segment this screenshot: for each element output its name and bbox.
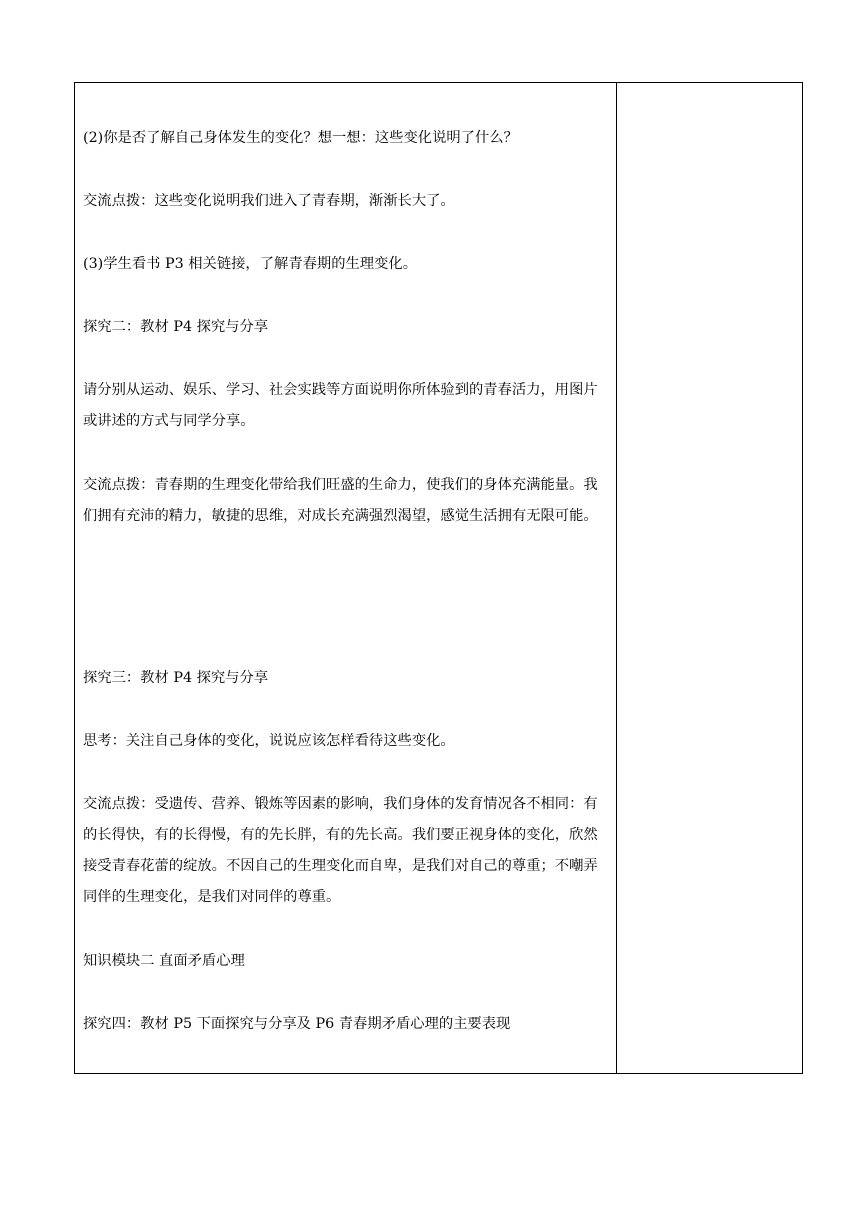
- question-3: (3)学生看书 P3 相关链接，了解青春期的生理变化。: [83, 256, 417, 272]
- explore-4-title: 探究四：教材 P5 下面探究与分享及 P6 青春期矛盾心理的主要表现: [83, 1016, 511, 1032]
- explore-3-title: 探究三：教材 P4 探究与分享: [83, 670, 269, 686]
- notes-cell: [617, 83, 802, 1073]
- explore-3-task: 思考：关注自己身体的变化，说说应该怎样看待这些变化。: [83, 733, 455, 749]
- explore-3-answer: 交流点拨：受遗传、营养、锻炼等因素的影响，我们身体的发育情况各不相同：有的长得快，有的长得慢，有的先长胖，有的先长高。我们要正视身体的变化，欣然接受青春花蕾的绽放。不因自己的生理变化而自卑，是我们对自己的尊重；不嘲弄同伴的生理变化，是我们对同伴的尊重。: [83, 796, 598, 905]
- explore-2-title: 探究二：教材 P4 探究与分享: [83, 319, 269, 335]
- explore-2-task: 请分别从运动、娱乐、学习、社会实践等方面说明你所体验到的青春活力，用图片或讲述的方式与同学分享。: [83, 382, 598, 429]
- question-2: (2)你是否了解自己身体发生的变化？想一想：这些变化说明了什么？: [83, 130, 518, 146]
- question-2-answer: 交流点拨：这些变化说明我们进入了青春期，渐渐长大了。: [83, 193, 455, 209]
- lesson-content-cell: [75, 83, 617, 1073]
- module-2-title: 知识模块二 直面矛盾心理: [83, 953, 245, 969]
- lesson-table: [74, 82, 803, 1074]
- explore-2-answer: 交流点拨：青春期的生理变化带给我们旺盛的生命力，使我们的身体充满能量。我们拥有充沛的精力，敏捷的思维，对成长充满强烈渴望，感觉生活拥有无限可能。: [83, 477, 598, 524]
